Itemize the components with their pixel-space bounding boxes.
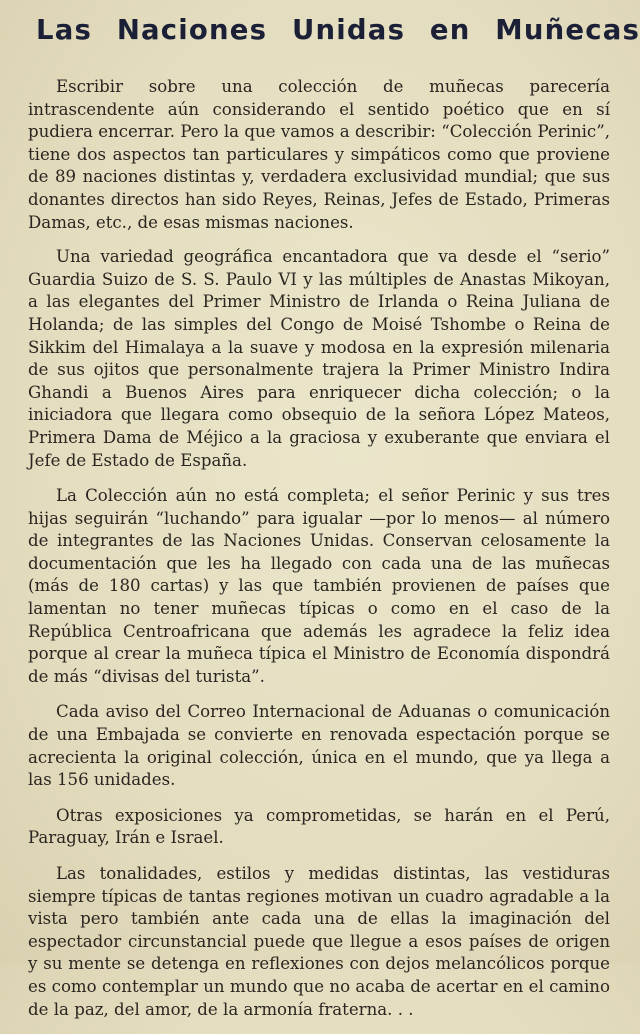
paragraph-2: Una variedad geográfica encantadora que va desde el “serio” Guardia Suizo de S. S. Paulo VI y las múltiples de Anastas Mikoyan, a las elegantes del Primer Ministro de Irlanda o Reina Juliana de Holanda; de las simples del Congo de Moisé Tshombe o Reina de Sikkim del Himalaya a la suave y modosa en la expresión milenaria de sus ojitos que personalmente trajera la Primer Ministro Indira Ghandi a Buenos Aires para enriquecer dicha colección; o la iniciadora que llegara como obsequio de la señora López Mateos, Primera Dama de Méjico a la graciosa y exuberante que enviara el Jefe de Estado de España.	[28, 247, 610, 470]
paragraph-6: Las tonalidades, estilos y medidas distintas, las vestiduras siempre típicas de tantas regiones motivan un cuadro agradable a la vista pero también ante cada una de ellas la imaginación del espectador circunstancial puede que llegue a esos países de origen y su mente se detenga en reflexiones con dejos melancólicos porque es como contemplar un mundo que no acaba de acertar en el camino de la paz, del amor, de la armonía fraterna. . .	[28, 864, 610, 1019]
page-title: Las Naciones Unidas en Muñecas	[36, 14, 640, 46]
paragraph-3: La Colección aún no está completa; el señor Perinic y sus tres hijas seguirán “luchando” para igualar —por lo menos— al número de integrantes de las Naciones Unidas. Conservan celosamente la documentación que les ha llegado con cada una de las muñecas (más de 180 cartas) y las que también provienen de países que lamentan no tener muñecas típicas o como en el caso de la República Centroafricana que además les agradece la feliz idea porque al crear la muñeca típica el Ministro de Economía dispondrá de más “divisas del turista”.	[28, 486, 610, 686]
article-body	[28, 76, 610, 1034]
paragraph-4: Cada aviso del Correo Internacional de Aduanas o comunicación de una Embajada se convierte en renovada espectación porque se acrecienta la original colección, única en el mundo, que ya llega a las 156 unidades.	[28, 702, 610, 790]
paragraph-1: Escribir sobre una colección de muñecas parecería intrascendente aún considerando el sentido poético que en sí pudiera encerrar. Pero la que vamos a describir: “Colección Perinic”, tiene dos aspectos tan particulares y simpáticos como que proviene de 89 naciones distintas y, verdadera exclusividad mundial; que sus donantes directos han sido Reyes, Reinas, Jefes de Estado, Primeras Damas, etc., de esas mismas naciones.	[28, 77, 610, 232]
paragraph-5: Otras exposiciones ya comprometidas, se harán en el Perú, Paraguay, Irán e Israel.	[28, 805, 610, 848]
